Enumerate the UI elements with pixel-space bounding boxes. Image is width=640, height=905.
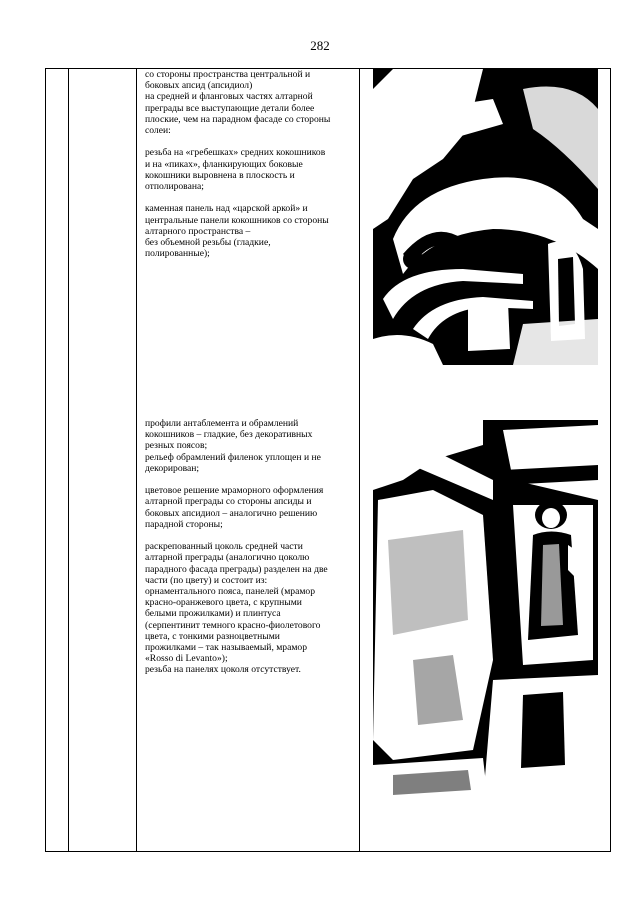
paragraph: цветовое решение мраморного оформления алтарной преграды со стороны апсиды и боковых апсидиол – аналогично решению парадной стороны; <box>145 485 324 530</box>
description-block-2 <box>145 418 357 687</box>
iconostasis-photo-image <box>373 420 598 801</box>
paragraph: каменная панель над «царской аркой» и центральные панели кокошников со стороны алтарного пространства – без объемной резьбы (гладкие, полированные); <box>145 203 329 260</box>
column-divider-2 <box>136 69 137 851</box>
column-divider-3 <box>359 69 360 851</box>
page-number: 282 <box>310 38 330 53</box>
paragraph: профили антаблемента и обрамлений кокошников – гладкие, без декоративных резных поясов; рельеф обрамлений филенок уплощен и не декорирован; <box>145 418 321 474</box>
iconostasis-photo <box>373 420 598 801</box>
paragraph: со стороны пространства центральной и боковых апсид (апсидиол) на средней и фланговых частях алтарной преграды все выступающие детали более плоские, чем на парадном фасаде со стороны солеи: <box>145 69 331 137</box>
paragraph: резьба на «гребешках» средних кокошников и на «пиках», фланкирующих боковые кокошники выровнена в плоскость и отполирована; <box>145 147 326 193</box>
description-block-1 <box>145 69 357 271</box>
paragraph: раскрепованный цоколь средней части алтарной преграды (аналогично цоколю парадного фасада преграды) разделен на две части (по цвету) и состоит из: орнаментального пояса, панелей (мрамор красно-оранжевого цвета, с крупными белыми прожилками) и плинтуса (серпентинит темного красно-фиолетового цвета, с тонкими разноцветными прожилками – так называемый, мрамор «Rosso di Levanto»); резьба на панелях цоколя отсутствует. <box>145 541 328 676</box>
apse-photo <box>373 69 598 365</box>
column-divider-1 <box>68 69 69 851</box>
content-table <box>45 68 611 852</box>
apse-photo-image <box>373 69 598 365</box>
